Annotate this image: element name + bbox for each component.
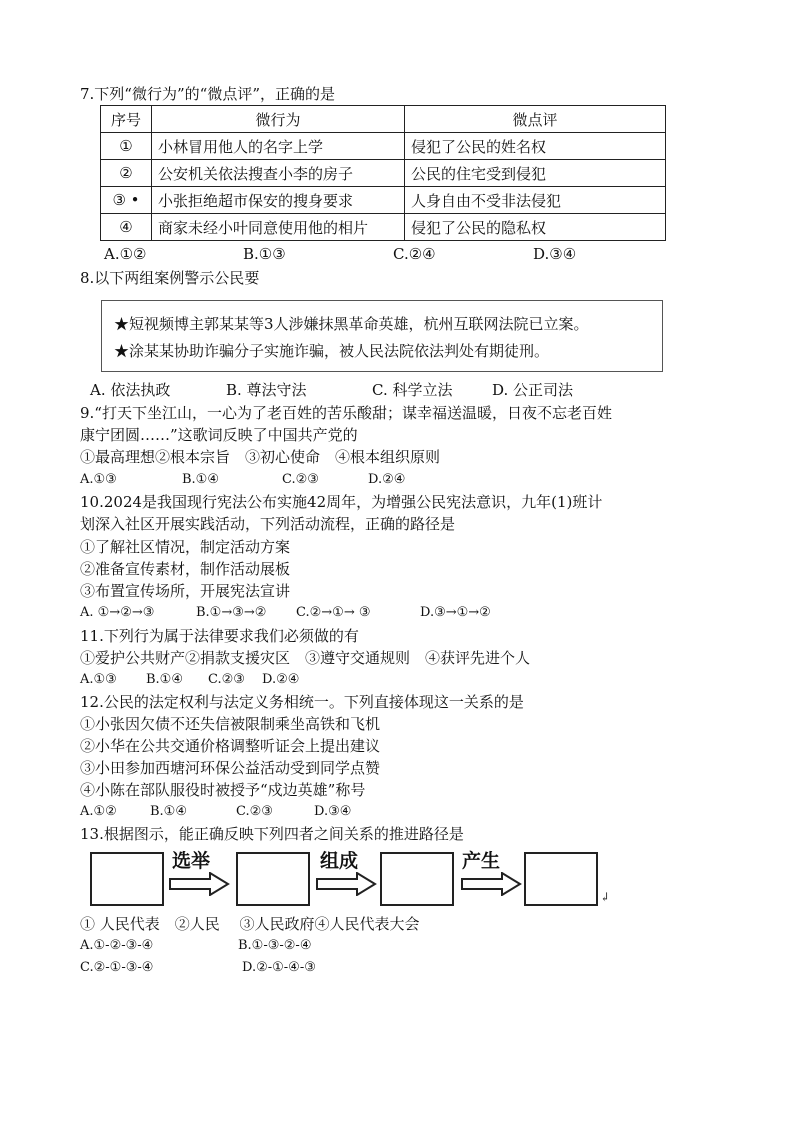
table-cell: ② <box>101 160 152 187</box>
table-header-cell: 序号 <box>101 106 152 133</box>
q10-item-2: ②准备宣传素材，制作活动展板 <box>80 560 291 578</box>
q9-stem-line1: 9.“打天下坐江山，一心为了老百姓的苦乐酸甜；谋幸福送温暖，日夜不忘老百姓 <box>80 404 612 422</box>
arrow-right-icon <box>168 872 230 896</box>
table-cell: ③ • <box>101 187 152 214</box>
option-b: B.①④ <box>146 672 183 687</box>
q8-case-2: ★涂某某协助诈骗分子实施诈骗，被人民法院依法判处有期徒刑。 <box>114 342 550 360</box>
option-b: B.①④ <box>182 472 219 487</box>
flow-label-elect: 选举 <box>172 850 211 872</box>
option-a: A.①③ <box>80 672 117 687</box>
q9-stem-line2: 康宁团圆……”这歌词反映了中国共产党的 <box>80 426 358 444</box>
flow-box-2 <box>236 852 310 906</box>
option-a: A.①③ <box>80 472 117 487</box>
flow-box-1 <box>90 852 164 906</box>
q12-item-2: ②小华在公共交通价格调整听证会上提出建议 <box>80 737 381 755</box>
table-header-row <box>101 106 666 133</box>
option-a: A. ①→②→③ <box>80 605 155 620</box>
option-c: C.②③ <box>208 672 245 687</box>
option-d: D. 公正司法 <box>492 381 574 399</box>
option-d: D.②④ <box>262 672 300 687</box>
table-cell: 商家未经小叶同意使用他的相片 <box>152 214 405 241</box>
q11-items: ①爱护公共财产②捐款支援灾区 ③遵守交通规则 ④获评先进个人 <box>80 649 531 667</box>
option-d: D.③④ <box>533 245 577 263</box>
table-row <box>101 133 666 160</box>
option-c: C.②③ <box>236 804 273 819</box>
option-c: C.②→①→ ③ <box>296 605 371 620</box>
arrow-right-icon <box>460 872 522 896</box>
table-cell: 公民的住宅受到侵犯 <box>405 160 666 187</box>
q13-items: ① 人民代表 ②人民 ③人民政府④人民代表大会 <box>80 915 420 933</box>
q7-stem: 7.下列“微行为”的“微点评”，正确的是 <box>80 85 335 103</box>
table-cell: ④ <box>101 214 152 241</box>
option-c: C.②④ <box>393 245 436 263</box>
option-c: C. 科学立法 <box>372 381 453 399</box>
option-d: D.③④ <box>314 804 352 819</box>
option-a: A.①-②-③-④ <box>80 938 154 953</box>
q13-flow-diagram <box>88 846 611 912</box>
table-cell: 人身自由不受非法侵犯 <box>405 187 666 214</box>
q10-stem-line1: 10.2024是我国现行宪法公布实施42周年，为增强公民宪法意识，九年(1)班计 <box>80 493 603 511</box>
q12-item-1: ①小张因欠债不还失信被限制乘坐高铁和飞机 <box>80 715 381 733</box>
option-a: A. 依法执政 <box>90 381 171 399</box>
q8-case-box <box>101 300 663 372</box>
q12-item-3: ③小田参加西塘河环保公益活动受到同学点赞 <box>80 759 381 777</box>
flow-label-compose: 组成 <box>320 850 359 872</box>
q10-item-3: ③布置宣传场所，开展宪法宣讲 <box>80 582 291 600</box>
q9-items: ①最高理想②根本宗旨 ③初心使命 ④根本组织原则 <box>80 448 441 466</box>
option-d: D.②④ <box>368 472 406 487</box>
option-b: B. 尊法守法 <box>226 381 307 399</box>
table-row <box>101 160 666 187</box>
paragraph-mark-icon: ↲ <box>600 890 611 904</box>
q10-item-1: ①了解社区情况，制定活动方案 <box>80 538 291 556</box>
q11-stem: 11.下列行为属于法律要求我们必须做的有 <box>80 627 359 645</box>
option-a: A.①② <box>104 245 147 263</box>
table-row <box>101 214 666 241</box>
flow-label-produce: 产生 <box>462 850 501 872</box>
flow-box-4 <box>524 852 598 906</box>
option-d: D.②-①-④-③ <box>242 960 316 975</box>
option-d: D.③→①→② <box>420 605 491 620</box>
table-row <box>101 187 666 214</box>
option-c: C.②-①-③-④ <box>80 960 154 975</box>
q7-table <box>100 105 666 241</box>
table-header-cell: 微行为 <box>152 106 405 133</box>
option-b: B.①-③-②-④ <box>238 938 312 953</box>
q10-stem-line2: 划深入社区开展实践活动，下列活动流程，正确的路径是 <box>80 515 456 533</box>
option-a: A.①② <box>80 804 117 819</box>
arrow-right-icon <box>315 872 377 896</box>
q13-stem: 13.根据图示，能正确反映下列四者之间关系的推进路径是 <box>80 825 464 843</box>
option-b: B.①④ <box>150 804 187 819</box>
table-cell: 公安机关依法搜查小李的房子 <box>152 160 405 187</box>
table-cell: 侵犯了公民的隐私权 <box>405 214 666 241</box>
table-cell: 侵犯了公民的姓名权 <box>405 133 666 160</box>
option-c: C.②③ <box>282 472 319 487</box>
q12-stem: 12.公民的法定权利与法定义务相统一。下列直接体现这一关系的是 <box>80 693 524 711</box>
table-header-cell: 微点评 <box>405 106 666 133</box>
table-cell: 小林冒用他人的名字上学 <box>152 133 405 160</box>
q8-case-1: ★短视频博主郭某某等3人涉嫌抹黑革命英雄，杭州互联网法院已立案。 <box>114 315 589 333</box>
q8-stem: 8.以下两组案例警示公民要 <box>80 269 260 287</box>
q12-item-4: ④小陈在部队服役时被授予“戍边英雄”称号 <box>80 781 366 799</box>
option-b: B.①③ <box>243 245 286 263</box>
option-b: B.①→③→② <box>196 605 267 620</box>
flow-box-3 <box>380 852 454 906</box>
table-cell: 小张拒绝超市保安的搜身要求 <box>152 187 405 214</box>
table-cell: ① <box>101 133 152 160</box>
